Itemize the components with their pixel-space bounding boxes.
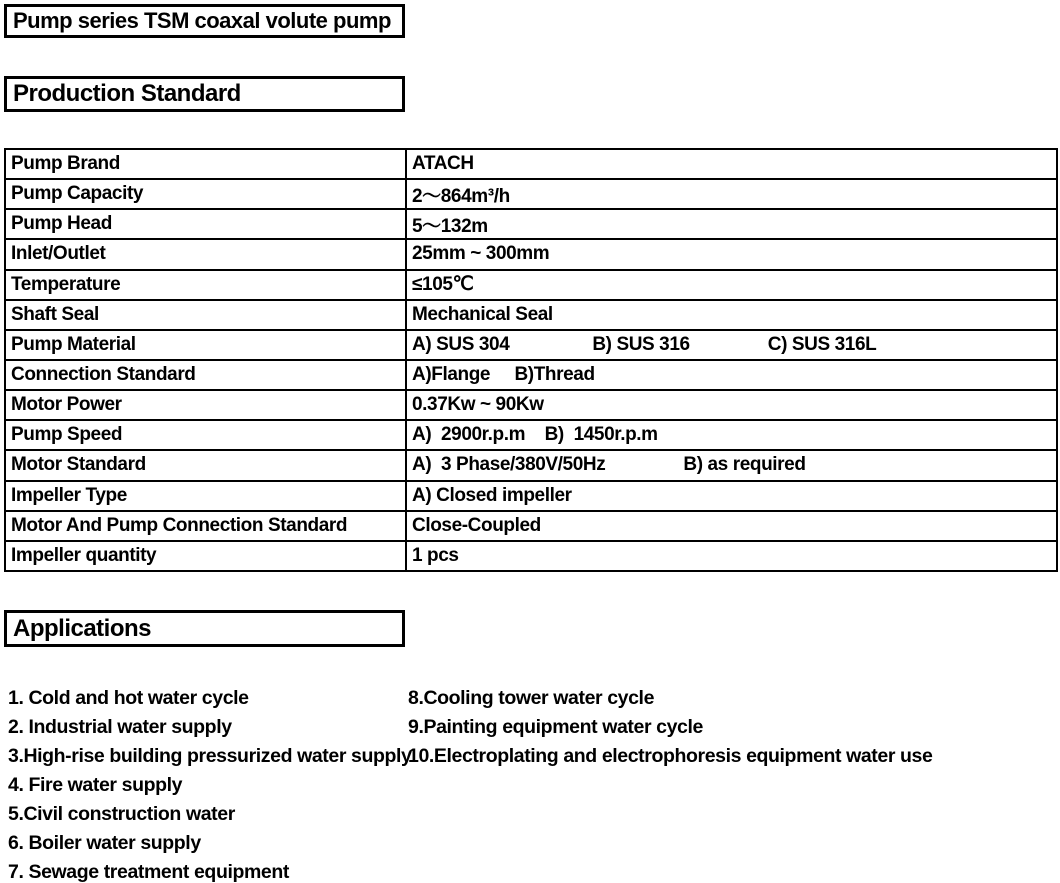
list-item: 2. Industrial water supply [8, 716, 232, 738]
spec-label: Impeller quantity [6, 542, 407, 570]
table-row [6, 240, 1056, 270]
spec-label: Motor And Pump Connection Standard [6, 512, 407, 540]
spec-value: A) Closed impeller [412, 484, 572, 506]
table-row [6, 271, 1056, 301]
spec-value: 0.37Kw ~ 90Kw [412, 394, 544, 416]
spec-table [4, 148, 1058, 572]
spec-label: Pump Head [6, 210, 407, 238]
spec-value: ≤105℃ [412, 274, 474, 296]
table-row [6, 391, 1056, 421]
spec-label: Connection Standard [6, 361, 407, 389]
table-row [6, 482, 1056, 512]
spec-label: Motor Power [6, 391, 407, 419]
spec-label: Temperature [6, 271, 407, 299]
spec-value: A) SUS 304 B) SUS 316 C) SUS 316L [412, 333, 877, 355]
list-item: 8.Cooling tower water cycle [408, 687, 655, 709]
spec-value: Close-Coupled [412, 514, 541, 536]
table-row [6, 150, 1056, 180]
table-row [6, 542, 1056, 570]
applications-column-left [8, 684, 412, 883]
section-heading-text: Production Standard [13, 80, 241, 107]
table-row [6, 180, 1056, 210]
spec-label: Pump Capacity [6, 180, 407, 208]
spec-value: 25mm ~ 300mm [412, 243, 550, 265]
page-title-text: Pump series TSM coaxal volute pump [13, 8, 391, 33]
spec-value: 2～864m³/h [412, 185, 510, 207]
spec-value: ATACH [412, 153, 474, 175]
spec-value: A) 2900r.p.m B) 1450r.p.m [412, 424, 658, 446]
table-row [6, 421, 1056, 451]
list-item: 6. Boiler water supply [8, 832, 201, 854]
table-row [6, 210, 1056, 240]
table-row [6, 451, 1056, 481]
list-item: 10.Electroplating and electrophoresis equipment water use [408, 745, 933, 767]
spec-label: Motor Standard [6, 451, 407, 479]
spec-value: 1 pcs [412, 544, 459, 566]
section-heading-applications [4, 610, 405, 647]
list-item: 1. Cold and hot water cycle [8, 687, 249, 709]
spec-label: Pump Speed [6, 421, 407, 449]
applications-list [8, 684, 1056, 883]
table-row [6, 361, 1056, 391]
list-item: 4. Fire water supply [8, 774, 183, 796]
spec-value: Mechanical Seal [412, 303, 553, 325]
spec-label: Impeller Type [6, 482, 407, 510]
list-item: 9.Painting equipment water cycle [408, 716, 703, 738]
table-row [6, 512, 1056, 542]
spec-label: Pump Material [6, 331, 407, 359]
spec-label: Shaft Seal [6, 301, 407, 329]
spec-value: A) 3 Phase/380V/50Hz B) as required [412, 454, 806, 476]
spec-label: Inlet/Outlet [6, 240, 407, 268]
spec-value: A)Flange B)Thread [412, 364, 595, 386]
applications-column-right [408, 684, 1056, 771]
spec-label: Pump Brand [6, 150, 407, 178]
list-item: 3.High-rise building pressurized water supply [8, 745, 412, 767]
table-row [6, 331, 1056, 361]
section-heading-production-standard [4, 76, 405, 112]
table-row [6, 301, 1056, 331]
spec-value: 5～132m [412, 215, 488, 237]
page-title [4, 4, 405, 38]
list-item: 7. Sewage treatment equipment [8, 861, 289, 883]
section-heading-text: Applications [13, 614, 152, 642]
list-item: 5.Civil construction water [8, 803, 235, 825]
